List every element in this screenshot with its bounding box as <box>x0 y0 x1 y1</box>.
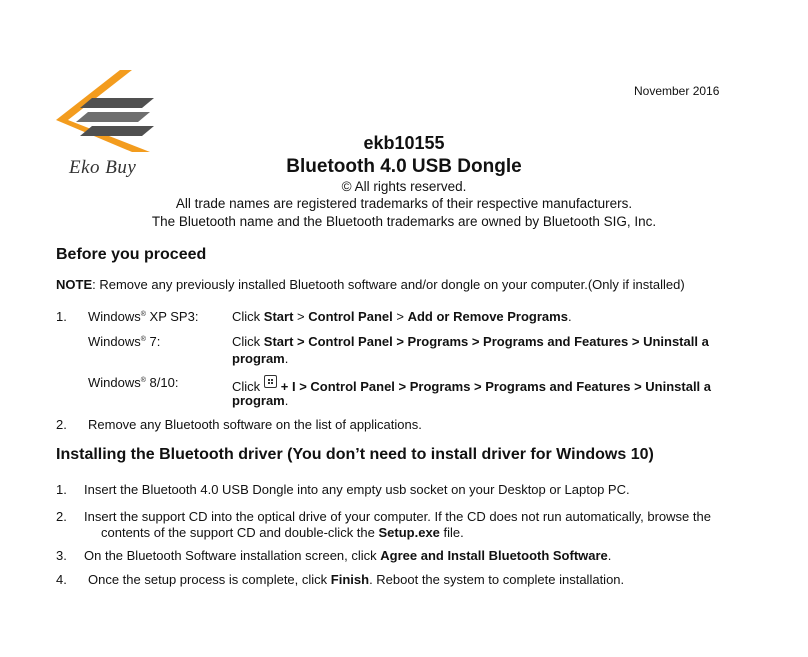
install-step2-line2: contents of the support CD and double-click the Setup.exe file. <box>101 525 464 540</box>
document-date: November 2016 <box>634 84 720 98</box>
windows-key-icon <box>264 375 277 388</box>
os-label-xp: Windows® XP SP3: <box>88 309 199 324</box>
step-number: 1. <box>56 309 67 324</box>
instruction-win7-line2: program. <box>232 351 289 366</box>
install-step-number: 1. <box>56 482 67 497</box>
os-label-win8: Windows® 8/10: <box>88 375 179 390</box>
install-step4-text: Once the setup process is complete, click Finish. Reboot the system to complete installation. <box>88 572 625 587</box>
note-paragraph <box>56 277 685 292</box>
logo-bar-1 <box>80 98 154 108</box>
copyright-line: © All rights reserved. <box>341 179 467 194</box>
product-code: ekb10155 <box>363 133 445 153</box>
before-heading: Before you proceed <box>56 246 207 263</box>
os-label-win7: Windows® 7: <box>88 334 161 349</box>
install-step1-text: Insert the Bluetooth 4.0 USB Dongle into any empty usb socket on your Desktop or Laptop PC. <box>84 482 630 497</box>
bluetooth-trademark-line: The Bluetooth name and the Bluetooth trademarks are owned by Bluetooth SIG, Inc. <box>151 214 657 229</box>
install-step3-text: On the Bluetooth Software installation screen, click Agree and Install Bluetooth Software. <box>84 548 612 563</box>
instruction-win7-line1: Click Start > Control Panel > Programs > Programs and Features > Uninstall a <box>232 334 709 349</box>
instruction-win8-line1: Click + I > Control Panel > Programs > Programs and Features > Uninstall a <box>232 375 711 394</box>
logo-bar-2 <box>76 112 150 122</box>
note-label: NOTE <box>56 277 93 292</box>
install-step-number: 3. <box>56 548 67 563</box>
install-step2-line1: Insert the support CD into the optical drive of your computer. If the CD does not run automatically, browse the <box>84 509 711 524</box>
step2-text: Remove any Bluetooth software on the list of applications. <box>88 417 422 432</box>
step-number: 2. <box>56 417 67 432</box>
trade-names-line: All trade names are registered trademarks of their respective manufacturers. <box>175 196 633 211</box>
install-step-number: 2. <box>56 509 67 524</box>
product-title: Bluetooth 4.0 USB Dongle <box>286 156 522 177</box>
instruction-xp: Click Start > Control Panel > Add or Remove Programs. <box>232 309 572 324</box>
brand-name: Eko Buy <box>69 157 137 178</box>
instruction-win8-line2: program. <box>232 393 289 408</box>
install-step-number: 4. <box>56 572 67 587</box>
install-heading: Installing the Bluetooth driver (You don’t need to install driver for Windows 10) <box>56 446 654 463</box>
note-text: : Remove any previously installed Bluetooth software and/or dongle on your computer.(Only if installed) <box>92 277 685 292</box>
